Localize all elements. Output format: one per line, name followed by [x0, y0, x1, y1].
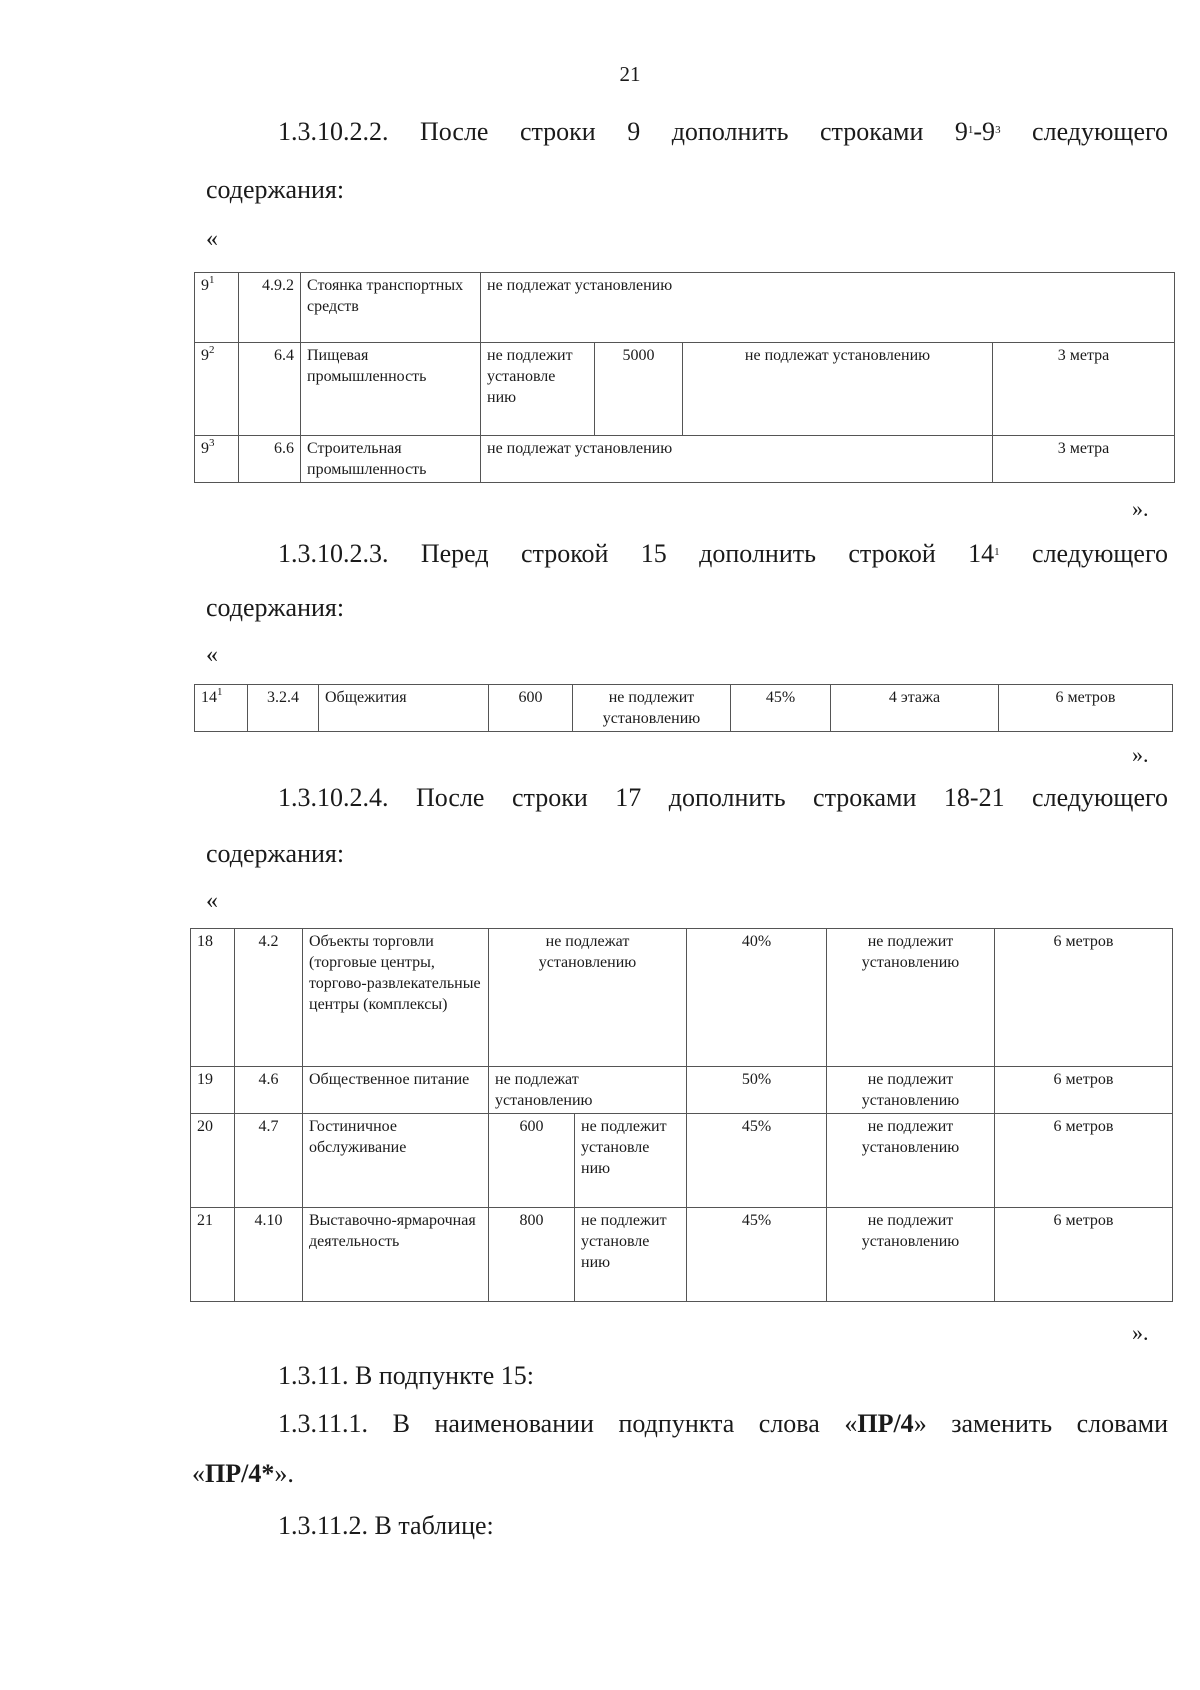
table-row [195, 343, 1175, 436]
cell: не подлежит установлению [827, 1208, 995, 1302]
cell: не подлежит установле нию [481, 343, 595, 436]
row-number: $9^1$ [195, 273, 239, 343]
type-name: Выставочно-ярмарочная деятельность [303, 1208, 489, 1302]
open-quote: « [206, 642, 218, 668]
cell: 6 метров [999, 685, 1173, 732]
merged-cell: не подлежат установлению [481, 273, 1175, 343]
type-code: 4.7 [235, 1114, 303, 1208]
paragraph-2-line-2: содержания: [206, 593, 345, 622]
cell: не подлежит установлению [827, 1067, 995, 1114]
row-number: 18 [191, 929, 235, 1067]
cell: не подлежит установлению [827, 1114, 995, 1208]
paragraph-5-line-2: «ПР/4*». [192, 1459, 294, 1488]
cell: 45% [687, 1208, 827, 1302]
cell: 6 метров [995, 1208, 1173, 1302]
paragraph-2-line-1: 1.3.10.2.3. Перед строкой 15 дополнить строкой $14^1$ следующего [278, 539, 1168, 568]
cell: не подлежит установле нию [575, 1114, 687, 1208]
cell: не подлежат установлению [683, 343, 993, 436]
open-quote: « [206, 226, 218, 252]
cell: 600 [489, 685, 573, 732]
cell: не подлежит установлению [573, 685, 731, 732]
paragraph-3-line-2: содержания: [206, 839, 345, 868]
paragraph-4: 1.3.11. В подпункте 15: [278, 1361, 535, 1390]
merged-cell: не подлежат установлению [489, 1067, 687, 1114]
type-code: 4.10 [235, 1208, 303, 1302]
paragraph-5-line-1: 1.3.11.1. В наименовании подпункта слова «ПР/4» заменить словами [278, 1409, 1168, 1438]
cell: не подлежит установлению [827, 929, 995, 1067]
cell: не подлежит установле нию [575, 1208, 687, 1302]
table-3 [190, 928, 1173, 1302]
type-name: Стоянка транспортных средств [301, 273, 481, 343]
close-quote: ». [1132, 742, 1149, 767]
type-code: 6.6 [239, 436, 301, 483]
row-number: $9^2$ [195, 343, 239, 436]
type-code: 4.2 [235, 929, 303, 1067]
cell: 6 метров [995, 929, 1173, 1067]
cell: 3 метра [993, 436, 1175, 483]
table-row [191, 929, 1173, 1067]
table-1 [194, 272, 1175, 483]
type-code: 6.4 [239, 343, 301, 436]
cell: 600 [489, 1114, 575, 1208]
table-row [191, 1067, 1173, 1114]
page-number: 21 [619, 62, 641, 86]
type-code: 4.9.2 [239, 273, 301, 343]
type-code: 3.2.4 [248, 685, 319, 732]
paragraph-3-line-1: 1.3.10.2.4. После строки 17 дополнить строками 18-21 следующего [278, 783, 1168, 812]
close-quote: ». [1132, 1320, 1149, 1345]
row-number: $14^1$ [195, 685, 248, 732]
paragraph-6: 1.3.11.2. В таблице: [278, 1511, 494, 1540]
cell: 50% [687, 1067, 827, 1114]
cell: 3 метра [993, 343, 1175, 436]
type-name: Общежития [319, 685, 489, 732]
cell: 6 метров [995, 1067, 1173, 1114]
type-name: Пищевая промышленность [301, 343, 481, 436]
cell: 45% [687, 1114, 827, 1208]
cell: 6 метров [995, 1114, 1173, 1208]
cell: 40% [687, 929, 827, 1067]
cell: 45% [731, 685, 831, 732]
cell: 800 [489, 1208, 575, 1302]
type-name: Гостиничное обслуживание [303, 1114, 489, 1208]
paragraph-1-line-2: содержания: [206, 175, 345, 204]
close-quote: ». [1132, 496, 1149, 521]
type-name: Объекты торговли (торговые центры, торгово-развлекательные центры (комплексы) [303, 929, 489, 1067]
table-row [191, 1114, 1173, 1208]
open-quote: « [206, 888, 218, 914]
row-number: 21 [191, 1208, 235, 1302]
cell: 5000 [595, 343, 683, 436]
merged-cell: не подлежат установлению [489, 929, 687, 1067]
cell: 4 этажа [831, 685, 999, 732]
type-name: Общественное питание [303, 1067, 489, 1114]
table-row [195, 436, 1175, 483]
table-2 [194, 684, 1173, 732]
type-name: Строительная промышленность [301, 436, 481, 483]
type-code: 4.6 [235, 1067, 303, 1114]
paragraph-1-line-1: 1.3.10.2.2. После строки 9 дополнить строками $9^1-9^3$ следующего [278, 117, 1168, 146]
row-number: $9^3$ [195, 436, 239, 483]
table-row [195, 273, 1175, 343]
table-row [191, 1208, 1173, 1302]
merged-cell: не подлежат установлению [481, 436, 993, 483]
row-number: 19 [191, 1067, 235, 1114]
row-number: 20 [191, 1114, 235, 1208]
table-row [195, 685, 1173, 732]
